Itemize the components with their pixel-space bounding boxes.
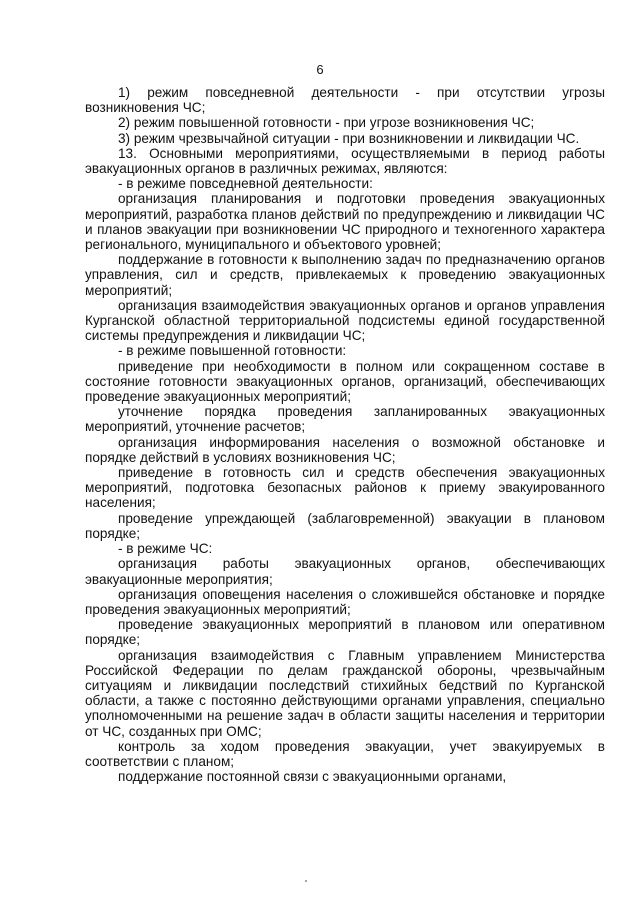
paragraph-bringing-readiness: приведение при необходимости в полном или сокращенном составе в состояние готовности эвакуационных органов, организаций, обеспечивающих проведение эвакуационных мероприятий; bbox=[85, 358, 605, 405]
subheading-emergency-mode: - в режиме ЧС: bbox=[118, 541, 213, 557]
scan-speck bbox=[305, 880, 307, 882]
paragraph-informing: организация информирования населения о возможной обстановке и порядке действий в условиях возникновения ЧС; bbox=[85, 434, 605, 465]
paragraph-interaction: организация взаимодействия эвакуационных органов и органов управления Курганской областной территориальной подсистемы единой государственной системы предупреждения и ликвидации ЧС; bbox=[85, 297, 605, 344]
paragraph-mode-1: 1) режим повседневной деятельности - при отсутствии угрозы возникновения ЧС; bbox=[85, 85, 605, 116]
paragraph-organizing-work: организация работы эвакуационных органов, обеспечивающих эвакуационные мероприятия; bbox=[85, 556, 605, 587]
paragraph-planning: организация планирования и подготовки проведения эвакуационных мероприятий, разработка планов действий по предупреждению и ликвидации ЧС и планов эвакуации при возникновении ЧС природного и техногенного характера регионального, муниципального и объектового уровней; bbox=[85, 191, 605, 253]
paragraph-cooperation: организация взаимодействия с Главным управлением Министерства Российской Федерации по делам гражданской обороны, чрезвычайным ситуациям и ликвидации последствий стихийных бедствий по Курганской области, а также с постоянно действующими органами управления, специально уполномоченными на решение задач в области защиты населения и территории от ЧС, созданных при ОМС; bbox=[85, 647, 605, 739]
paragraph-item-13: 13. Основными мероприятиями, осуществляемыми в период работы эвакуационных органов в различных режимах, являются: bbox=[85, 145, 605, 177]
document-body bbox=[85, 85, 605, 784]
paragraph-communication: поддержание постоянной связи с эвакуационными органами, bbox=[118, 769, 507, 785]
page-number: 6 bbox=[316, 62, 324, 77]
paragraph-conducting-evacuation: проведение эвакуационных мероприятий в плановом или оперативном порядке; bbox=[85, 617, 605, 648]
paragraph-control: контроль за ходом проведения эвакуации, учет эвакуируемых в соответствии с планом; bbox=[85, 738, 605, 769]
paragraph-mode-2: 2) режим повышенной готовности - при угрозе возникновения ЧС; bbox=[118, 115, 535, 131]
paragraph-clarification: уточнение порядка проведения запланированных эвакуационных мероприятий, уточнение расчетов; bbox=[85, 404, 605, 435]
paragraph-readiness: поддержание в готовности к выполнению задач по предназначению органов управления, сил и средств, привлекаемых к проведению эвакуационных мероприятий; bbox=[85, 252, 605, 298]
paragraph-forces-readiness: приведение в готовность сил и средств обеспечения эвакуационных мероприятий, подготовка безопасных районов к приему эвакуированного населения; bbox=[85, 465, 605, 511]
paragraph-mode-3: 3) режим чрезвычайной ситуации - при возникновении и ликвидации ЧС. bbox=[118, 130, 580, 146]
subheading-daily-mode: - в режиме повседневной деятельности: bbox=[118, 176, 373, 192]
paragraph-preemptive-evacuation: проведение упреждающей (заблаговременной) эвакуации в плановом порядке; bbox=[85, 510, 605, 541]
paragraph-notification: организация оповещения населения о сложившейся обстановке и порядке проведения эвакуационных мероприятий; bbox=[85, 586, 605, 617]
subheading-high-readiness-mode: - в режиме повышенной готовности: bbox=[118, 343, 347, 359]
